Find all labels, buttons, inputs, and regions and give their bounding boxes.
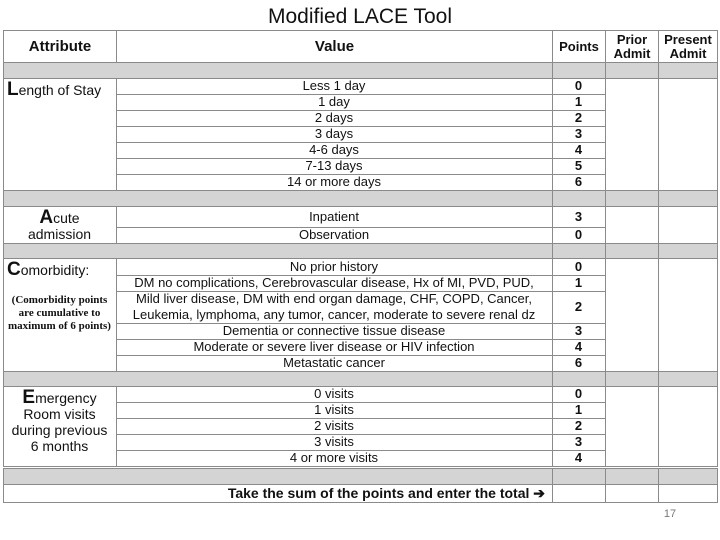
points-value: 1 [574, 275, 583, 290]
separator-row [3, 468, 553, 485]
points-value: 3 [574, 208, 583, 224]
separator-row [605, 62, 659, 79]
points-value: 4 [574, 142, 583, 157]
header-points: Points [552, 30, 606, 63]
points-value: 0 [574, 386, 583, 401]
total-points-input[interactable] [552, 484, 606, 503]
attribute-text: mergency Room visits during previous 6 months [11, 390, 108, 454]
value-text: 0 visits [314, 386, 354, 401]
separator-row [552, 243, 606, 259]
separator-row [658, 371, 718, 387]
comorbidity-note: (Comorbidity points are cumulative to maximum of 6 points) [8, 294, 111, 332]
separator-row [552, 62, 606, 79]
total-instruction: Take the sum of the points and enter the total ➔ [227, 485, 545, 501]
separator-row [605, 243, 659, 259]
separator-row [3, 190, 553, 207]
separator-row [658, 468, 718, 485]
value-text: No prior history [289, 258, 379, 274]
header-present: Present Admit [658, 30, 718, 63]
prior-admit-input[interactable] [605, 78, 659, 191]
value-text: Mild liver disease, DM with end organ damage, CHF, COPD, Cancer, Leukemia, lymphoma, any tumor, cancer, moderate to severe renal dz [132, 291, 536, 322]
points-value: 3 [574, 434, 583, 449]
points-value: 3 [574, 323, 583, 338]
points-value: 1 [574, 402, 583, 417]
points-value: 2 [574, 299, 583, 314]
separator-row [552, 371, 606, 387]
points-value: 1 [574, 94, 583, 109]
attribute-label-los [7, 79, 112, 100]
attribute-label-comorbidity [7, 259, 112, 280]
attribute-text: ength of Stay [18, 82, 102, 98]
separator-row [552, 190, 606, 207]
separator-row [605, 468, 659, 485]
page-title: Modified LACE Tool [267, 5, 453, 28]
attribute-text: omorbidity: [20, 262, 90, 278]
value-text: 4-6 days [309, 142, 359, 157]
prior-admit-input[interactable] [605, 258, 659, 372]
header-prior: Prior Admit [605, 30, 659, 63]
points-value: 6 [574, 355, 583, 370]
separator-row [658, 62, 718, 79]
present-admit-input[interactable] [658, 386, 718, 467]
points-value: 2 [574, 110, 583, 125]
prior-admit-input[interactable] [605, 206, 659, 244]
points-value: 4 [574, 450, 583, 465]
present-admit-input[interactable] [658, 258, 718, 372]
attribute-initial: L [7, 79, 19, 100]
attribute-text: cute admission [27, 210, 92, 242]
attribute-initial: E [22, 387, 36, 408]
attribute-label-acute [7, 207, 112, 242]
value-text: 3 visits [314, 434, 354, 449]
attribute-label-emergency [7, 387, 112, 454]
prior-admit-input[interactable] [605, 386, 659, 467]
value-text: Observation [298, 227, 370, 242]
value-text: 2 days [314, 110, 354, 125]
points-value: 0 [574, 258, 583, 274]
attribute-initial: A [39, 207, 54, 228]
points-value: 6 [574, 174, 583, 189]
present-admit-input[interactable] [658, 78, 718, 191]
separator-row [605, 371, 659, 387]
value-text: DM no complications, Cerebrovascular disease, Hx of MI, PVD, PUD, [134, 275, 534, 290]
attribute-initial: C [7, 259, 21, 280]
value-text: 2 visits [314, 418, 354, 433]
separator-row [3, 371, 553, 387]
value-text: 3 days [314, 126, 354, 141]
points-value: 0 [574, 227, 583, 242]
value-text: Less 1 day [302, 78, 366, 93]
points-value: 0 [574, 78, 583, 93]
value-text: 1 day [318, 94, 350, 109]
separator-row [605, 190, 659, 207]
points-value: 5 [574, 158, 583, 173]
separator-row [658, 243, 718, 259]
separator-row [552, 468, 606, 485]
header-value: Value [116, 30, 553, 63]
value-text: 1 visits [314, 402, 354, 417]
value-text: 4 or more visits [289, 450, 379, 465]
value-text: 7-13 days [305, 158, 363, 173]
total-present-input[interactable] [658, 484, 718, 503]
page-number: 17 [663, 508, 677, 520]
present-admit-input[interactable] [658, 206, 718, 244]
value-text: Metastatic cancer [283, 355, 385, 370]
value-text: 14 or more days [287, 174, 381, 189]
value-text: Inpatient [309, 208, 359, 224]
value-text: Dementia or connective tissue disease [222, 323, 446, 338]
points-value: 3 [574, 126, 583, 141]
separator-row [3, 62, 553, 79]
points-value: 2 [574, 418, 583, 433]
separator-row [658, 190, 718, 207]
points-value: 4 [574, 339, 583, 354]
separator-row [3, 243, 553, 259]
value-text: Moderate or severe liver disease or HIV infection [193, 339, 475, 354]
header-attribute: Attribute [3, 30, 117, 63]
total-prior-input[interactable] [605, 484, 659, 503]
